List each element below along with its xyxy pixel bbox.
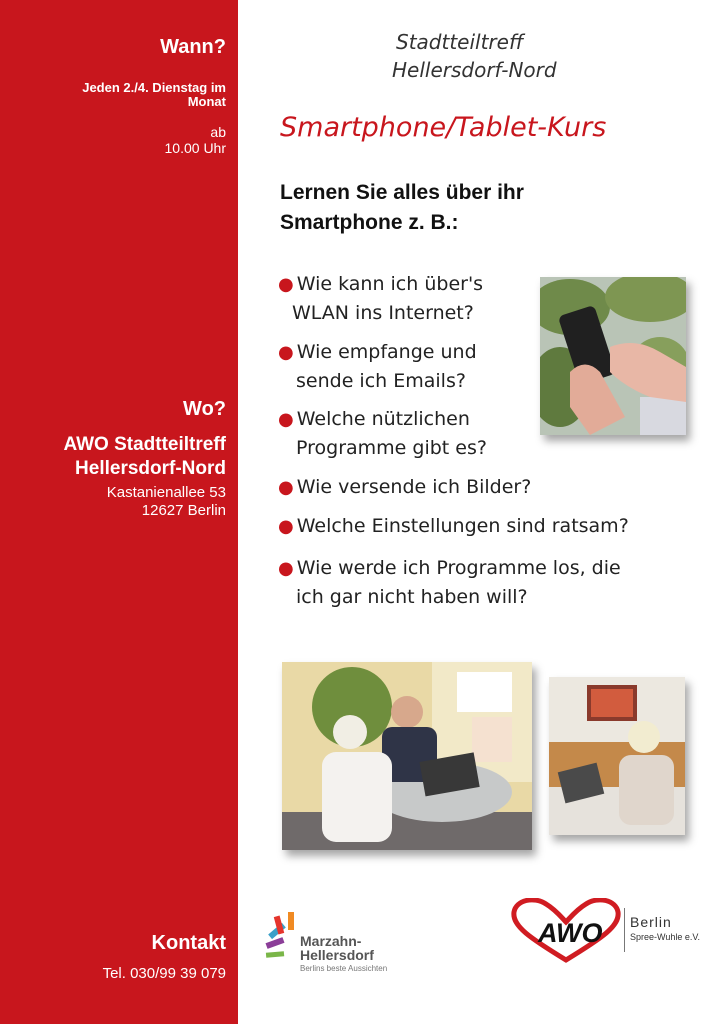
city: 12627 Berlin — [141, 502, 226, 519]
when-heading: Wann? — [160, 36, 226, 58]
sidebar — [0, 0, 238, 1024]
contact-heading: Kontakt — [151, 932, 226, 954]
bullet-icon: ● — [278, 409, 294, 430]
awo-city: Berlin — [630, 914, 672, 930]
intro-line1: Lernen Sie alles über ihr — [280, 181, 524, 204]
time-line2: 10.00 Uhr — [164, 140, 226, 156]
question-item: ● Wie versende ich Bilder? — [278, 476, 532, 498]
course-title: Smartphone/Tablet-Kurs — [280, 112, 607, 143]
question-item: ● Wie werde ich Programme los, die ich gar nicht haben will? — [278, 557, 621, 608]
question-item: ● Wie kann ich über's WLAN ins Internet? — [278, 273, 484, 324]
question-item: ● Welche nützlichen Programme gibt es? — [278, 408, 487, 459]
bullet-icon: ● — [278, 558, 294, 579]
schedule-line1: Jeden 2./4. Dienstag im — [82, 80, 226, 95]
district-name1: Marzahn- — [300, 933, 362, 949]
time-line1: ab — [210, 124, 226, 140]
question-item: ● Wie empfange und sende ich Emails? — [278, 341, 477, 392]
sunrise-rays-icon — [264, 910, 300, 966]
where-heading: Wo? — [183, 398, 226, 420]
logo-divider — [624, 908, 625, 952]
seniors-laptop-photo — [282, 662, 532, 850]
district-slogan: Berlins beste Aussichten — [300, 964, 388, 973]
awo-wordmark: AWO — [538, 918, 603, 948]
intro-text — [280, 178, 600, 238]
bullet-icon: ● — [278, 342, 294, 363]
intro-line2: Smartphone z. B.: — [280, 211, 459, 234]
awo-region: Spree-Wuhle e.V. — [630, 932, 701, 942]
venue-line2: Hellersdorf-Nord — [75, 458, 226, 479]
street: Kastanienallee 53 — [106, 484, 226, 501]
venue-line1: AWO Stadtteiltreff — [63, 434, 226, 455]
org-name — [392, 28, 557, 84]
district-logo — [264, 910, 424, 980]
phone-number: Tel. 030/99 39 079 — [102, 965, 226, 982]
org-line1: Stadtteiltreff — [396, 30, 524, 54]
tablet-photo — [549, 677, 685, 835]
org-line2: Hellersdorf-Nord — [392, 58, 557, 82]
question-item: ● Welche Einstellungen sind ratsam? — [278, 515, 629, 537]
bullet-icon: ● — [278, 477, 294, 498]
smartphone-photo — [540, 277, 686, 435]
main-content — [238, 0, 724, 1024]
bullet-icon: ● — [278, 274, 294, 295]
district-name2: Hellersdorf — [300, 947, 374, 963]
schedule-line2: Monat — [187, 94, 226, 109]
awo-logo — [510, 898, 710, 968]
bullet-icon: ● — [278, 516, 294, 537]
